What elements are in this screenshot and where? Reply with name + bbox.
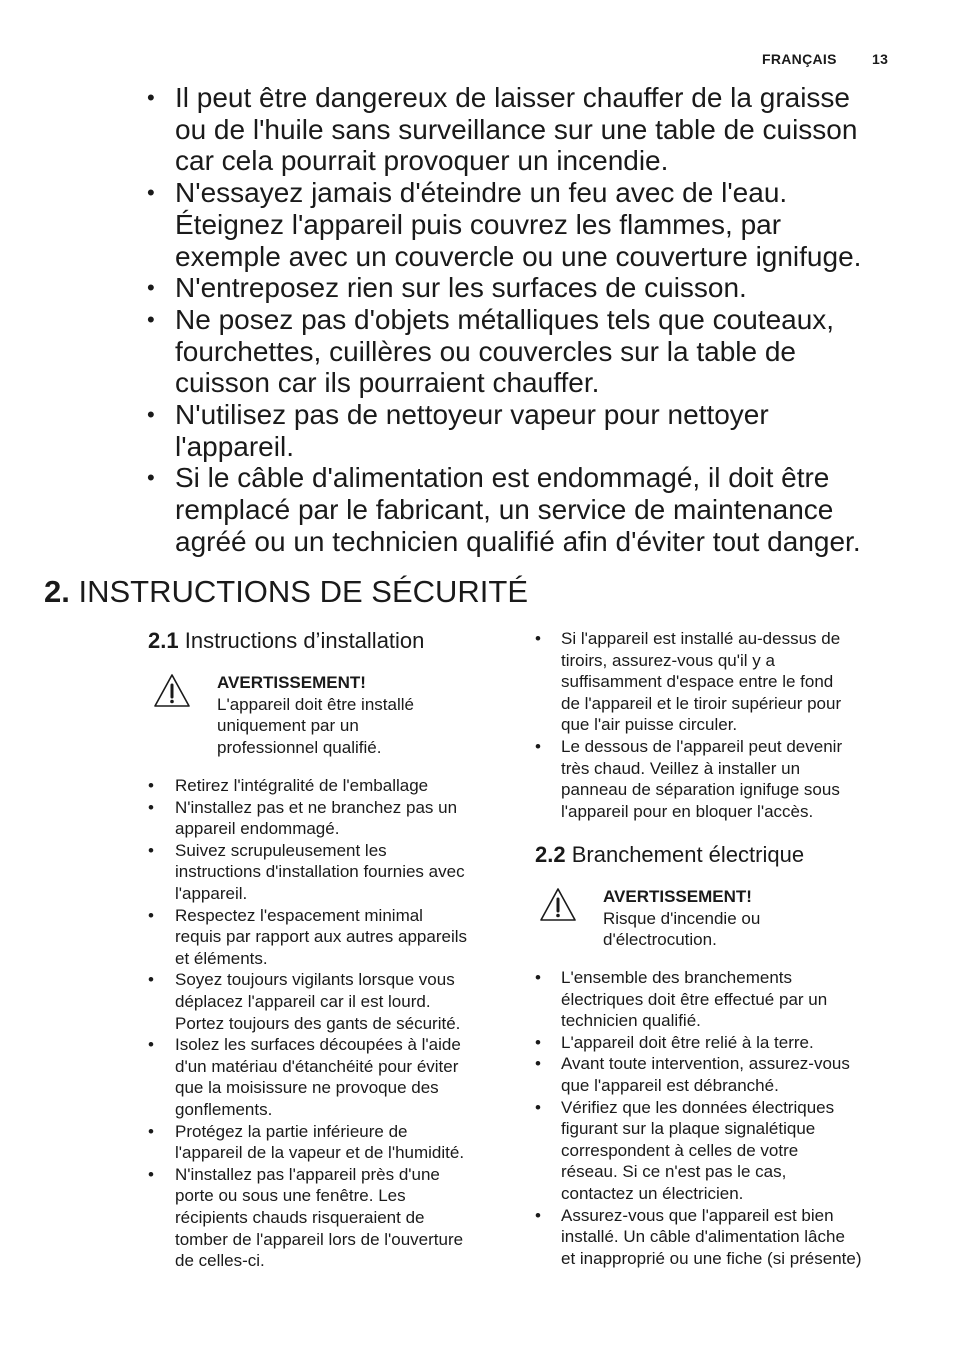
intro-bullet-line: Éteignez l'appareil puis couvrez les flammes, par (175, 208, 782, 240)
header-language: FRANÇAIS (762, 51, 837, 67)
warning-2-line: Risque d'incendie ou (603, 908, 761, 928)
intro-bullet-line: N'essayez jamais d'éteindre un feu avec de l'eau. (175, 177, 788, 209)
installation-bullet-line: de celles-ci. (175, 1251, 265, 1271)
installation-bullet-line: requis par rapport aux autres appareils (175, 927, 467, 947)
intro-bullet-line: Il peut être dangereux de laisser chauffer de la graisse (175, 82, 851, 113)
electrical-bullet-line: correspondent à celles de votre (561, 1140, 799, 1160)
installation-bullet-line: Suivez scrupuleusement les (175, 840, 387, 860)
intro-bullet-line: remplacé par le fabricant, un service de maintenance (175, 494, 834, 526)
installation-bullet-line: Portez toujours des gants de sécurité. (175, 1013, 461, 1033)
electrical-bullet-line: contactez un électricien. (561, 1184, 744, 1203)
installation-bullet-line: l'appareil de la vapeur et de l'humidité. (175, 1143, 465, 1163)
warning-1-line: L'appareil doit être installé (217, 694, 414, 714)
installation-bullet-line: tiroirs, assurez-vous qu'il y a (561, 650, 775, 670)
electrical-bullet-line: technicien qualifié. (561, 1011, 701, 1031)
warning-1-title: AVERTISSEMENT! (217, 673, 366, 692)
subsection-2-1-number: 2.1 (148, 628, 179, 653)
installation-bullet-line: Respectez l'espacement minimal (175, 905, 423, 925)
subsection-2-2-title (535, 842, 804, 868)
intro-bullet-line: N'utilisez pas de nettoyeur vapeur pour nettoyer (175, 399, 769, 430)
installation-bullet-line: Isolez les surfaces découpées à l'aide (175, 1035, 461, 1055)
installation-bullet-line: gonflements. (175, 1100, 273, 1119)
bullet-dot: • (147, 275, 155, 301)
subsection-2-1-title (148, 628, 424, 654)
electrical-bullet-line: Vérifiez que les données électriques (561, 1097, 835, 1117)
installation-bullet-line: panneau de séparation ignifuge sous (561, 780, 840, 800)
intro-bullet-line: agréé ou un technicien qualifié afin d'éviter tout danger. (175, 525, 861, 557)
bullet-dot: • (148, 1121, 154, 1141)
bullet-dot: • (535, 1097, 541, 1117)
intro-bullet-line: l'appareil. (175, 430, 294, 462)
bullet-dot: • (535, 737, 541, 756)
installation-bullet-line: que l'air puisse circuler. (561, 715, 738, 735)
bullet-dot: • (148, 776, 154, 795)
electrical-bullet-line: installé. Un câble d'alimentation lâche (561, 1227, 845, 1247)
intro-bullet-line: N'entreposez rien sur les surfaces de cuisson. (175, 272, 747, 304)
installation-bullet-line: instructions d'installation fournies avec (175, 862, 465, 882)
electrical-bullet-line: réseau. Si ce n'est pas le cas, (561, 1162, 787, 1182)
section-title (44, 574, 528, 610)
intro-bullet-line: car cela pourrait provoquer un incendie. (175, 145, 669, 177)
bullet-dot: • (147, 402, 155, 427)
bullet-dot: • (535, 1032, 541, 1052)
installation-bullet-line: appareil endommagé. (175, 819, 340, 839)
electrical-bullet-line: que l'appareil est débranché. (561, 1076, 779, 1095)
bullet-dot: • (148, 905, 154, 925)
installation-bullet-line: Le dessous de l'appareil peut devenir (561, 737, 843, 756)
warning-triangle-icon (538, 886, 578, 924)
warning-1-line: uniquement par un (217, 716, 359, 736)
installation-bullet-line: déplacez l'appareil car il est lourd. (175, 992, 431, 1011)
bullet-dot: • (535, 968, 541, 987)
installation-bullet-line: que la moisissure ne provoque des (175, 1078, 439, 1098)
installation-bullet-line: Retirez l'intégralité de l'emballage (175, 776, 429, 795)
installation-bullet-line: porte ou sous une fenêtre. Les (175, 1186, 406, 1206)
installation-bullet-line: Soyez toujours vigilants lorsque vous (175, 970, 455, 990)
electrical-bullet-line: Avant toute intervention, assurez-vous (561, 1054, 850, 1074)
bullet-dot: • (148, 1035, 154, 1055)
installation-bullet-line: et éléments. (175, 948, 268, 968)
intro-bullet-line: ou de l'huile sans surveillance sur une table de cuisson (175, 113, 858, 145)
bullet-dot: • (535, 1205, 541, 1225)
intro-bullet-line: exemple avec un couvercle ou une couverture ignifuge. (175, 240, 862, 272)
installation-bullet-line: récipients chauds risqueraient de (175, 1208, 425, 1227)
intro-bullet-line: fourchettes, cuillères ou couvercles sur la table de (175, 335, 796, 367)
intro-bullet-line: Si le câble d'alimentation est endommagé, il doit être (175, 462, 830, 494)
bullet-dot: • (147, 180, 155, 206)
bullet-dot: • (148, 797, 154, 817)
installation-bullet-line: tomber de l'appareil lors de l'ouverture (175, 1229, 464, 1249)
subsection-2-2-text: Branchement électrique (571, 842, 805, 867)
section-title-text: INSTRUCTIONS DE SÉCURITÉ (78, 574, 529, 609)
installation-bullet-line: l'appareil. (175, 884, 248, 903)
electrical-bullet-line: et inapproprié ou une fiche (si présente) (561, 1248, 862, 1268)
installation-bullet-line: Protégez la partie inférieure de (175, 1121, 408, 1141)
electrical-bullet-line: L'appareil doit être relié à la terre. (561, 1032, 814, 1052)
warning-2-title: AVERTISSEMENT! (603, 887, 752, 906)
subsection-2-1-text: Instructions d’installation (184, 628, 425, 653)
bullet-dot: • (535, 629, 541, 648)
installation-bullet-line: d'un matériau d'étanchéité pour éviter (175, 1056, 459, 1076)
page-number: 13 (872, 51, 889, 67)
bullet-dot: • (148, 1164, 154, 1184)
installation-bullet-line: N'installez pas l'appareil près d'une (175, 1164, 440, 1184)
electrical-bullet-line: électriques doit être effectué par un (561, 989, 828, 1009)
bullet-dot: • (147, 465, 155, 491)
subsection-2-2-number: 2.2 (535, 842, 566, 867)
installation-bullet-line: l'appareil pour en bloquer l'accès. (561, 801, 814, 821)
warning-2-line: d'électrocution. (603, 930, 717, 950)
bullet-dot: • (148, 840, 154, 860)
bullet-dot: • (147, 306, 155, 332)
section-number: 2. (44, 574, 70, 609)
installation-bullet-line: de l'appareil et le tiroir supérieur pour (561, 693, 842, 713)
warning-triangle-icon (152, 672, 192, 710)
bullet-dot: • (148, 970, 154, 990)
installation-bullet-line: N'installez pas et ne branchez pas un (175, 797, 458, 817)
electrical-bullet-line: L'ensemble des branchements (561, 968, 792, 987)
installation-bullet-line: suffisamment d'espace entre le fond (561, 672, 834, 692)
warning-1-line: professionnel qualifié. (217, 737, 382, 757)
electrical-bullet-line: Assurez-vous que l'appareil est bien (561, 1205, 834, 1225)
installation-bullet-line: très chaud. Veillez à installer un (561, 758, 801, 778)
bullet-dot: • (147, 85, 155, 110)
installation-bullet-line: Si l'appareil est installé au-dessus de (561, 629, 841, 648)
bullet-dot: • (535, 1054, 541, 1074)
intro-bullet-line: Ne posez pas d'objets métalliques tels que couteaux, (175, 303, 835, 335)
electrical-bullet-line: figurant sur la plaque signalétique (561, 1119, 816, 1139)
intro-bullet-line: cuisson car ils pourraient chauffer. (175, 367, 600, 399)
